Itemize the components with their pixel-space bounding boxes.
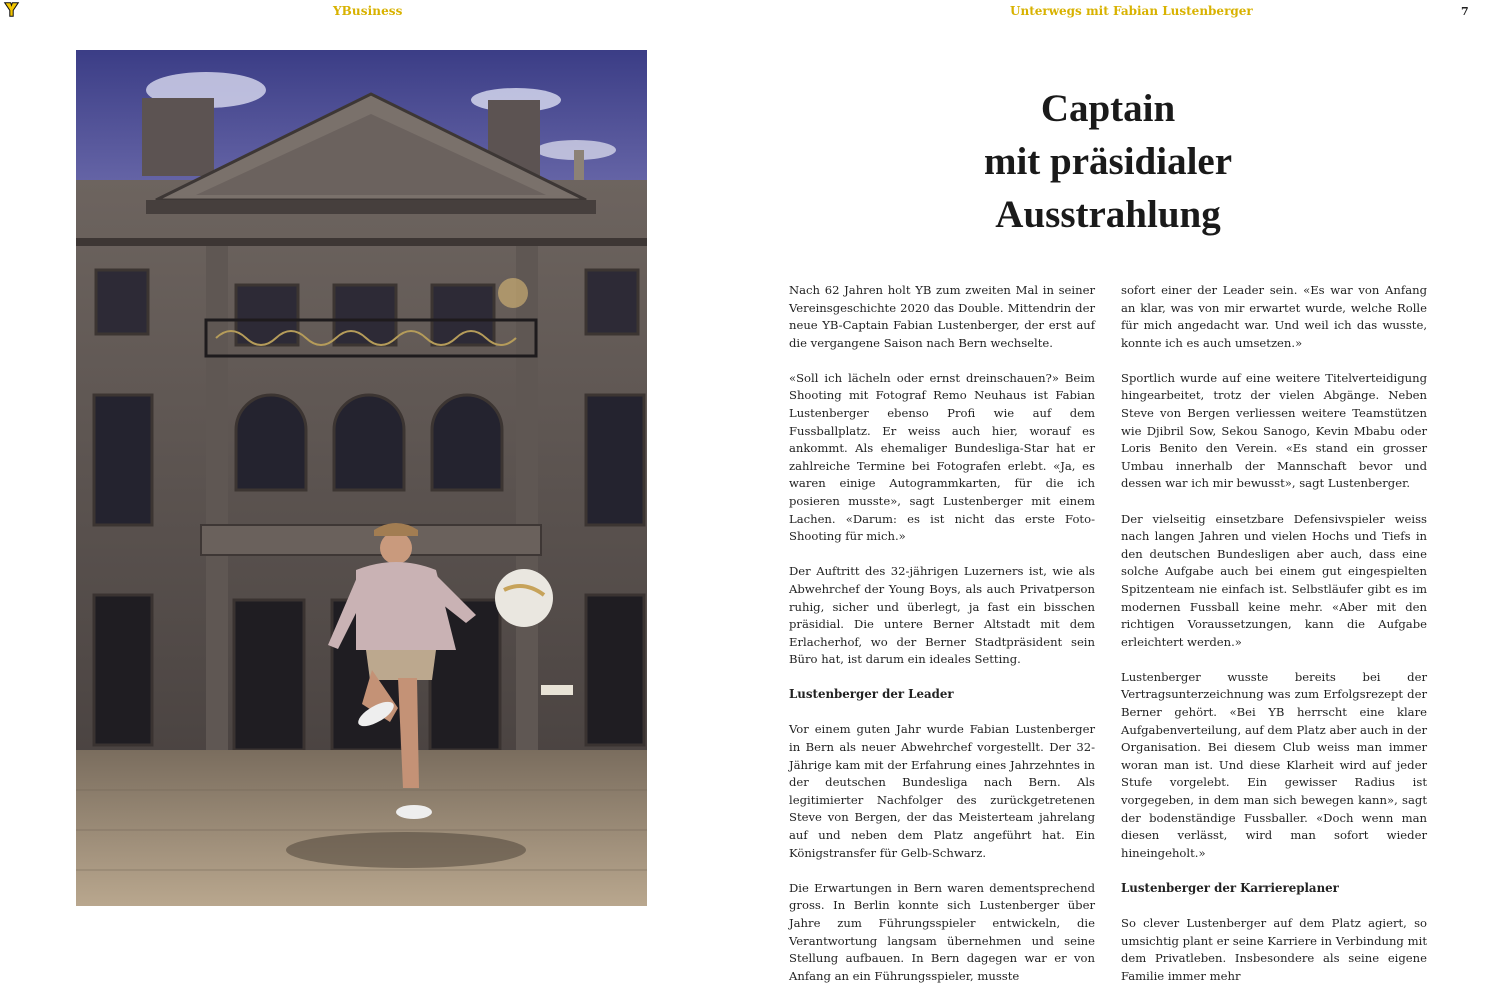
title-line: mit präsidialer xyxy=(983,140,1233,183)
title-line: Ausstrahlung xyxy=(995,193,1221,236)
paragraph: So clever Lustenberger auf dem Platz agiert, so umsichtig plant er seine Karriere in Verbindung mit dem Privatleben. Insbesondere als seine eigene Familie immer mehr xyxy=(1121,915,1427,983)
article-title xyxy=(900,82,1316,241)
section-label-right: Unterwegs mit Fabian Lustenberger xyxy=(1010,4,1253,18)
paragraph: Vor einem guten Jahr wurde Fabian Lustenberger in Bern als neuer Abwehrchef vorgestellt. Der 32-Jährige kam mit der Erfahrung eines Jahrzehntes in der deutschen Bundesliga nach Bern. Als legitimierter Nachfolger des zurückgetretenen Steve von Bergen, der das Meisterteam jahrelang auf und neben dem Platz angeführt hat. Ein Königstransfer für Gelb-Schwarz. xyxy=(789,722,1095,860)
paragraph: «Soll ich lächeln oder ernst dreinschauen?» Beim Shooting mit Fotograf Remo Neuhaus ist Fabian Lustenberger ebenso Profi wie auf dem Fussballplatz. Er weiss auch hier, worauf es ankommt. Als ehemaliger Bundesliga-Star hat er zahlreiche Termine bei Fotografen erlebt. «Ja, es waren einige Autogrammkarten, für die ich posieren musste», sagt Lustenberger mit einem Lachen. «Darum: es ist nicht das erste Foto-Shooting für mich.» xyxy=(789,370,1095,544)
article-column-left xyxy=(789,282,1095,1003)
subheading: Lustenberger der Leader xyxy=(789,687,954,702)
paragraph: Der Auftritt des 32-jährigen Luzerners ist, wie als Abwehrchef der Young Boys, als auch Privatperson ruhig, sicher und überlegt, ja fast ein bisschen präsidial. Die untere Berner Altstadt mit dem Erlacherhof, wo der Berner Stadtpräsident sein Büro hat, ist darum ein ideales Setting. xyxy=(789,564,1095,667)
paragraph: Nach 62 Jahren holt YB zum zweiten Mal in seiner Vereinsgeschichte 2020 das Double. Mittendrin der neue YB-Captain Fabian Lustenberger, der erst auf die vergangene Saison nach Bern wechselte. xyxy=(789,283,1095,350)
building-photo-illustration xyxy=(76,50,647,906)
article-photo xyxy=(76,50,647,906)
article-column-right xyxy=(1121,282,1427,1003)
page-number: 7 xyxy=(1461,5,1469,18)
paragraph: sofort einer der Leader sein. «Es war von Anfang an klar, was von mir erwartet wurde, welche Rolle für mich angedacht war. Und weil ich das wusste, konnte ich es auch umsetzen.» xyxy=(1121,283,1427,350)
paragraph: Der vielseitig einsetzbare Defensivspieler weiss nach langen Jahren und vielen Hochs und Tiefs in den deutschen Bundesligen aber auch, dass eine solche Aufgabe auch bei einem gut eingespielten Spitzenteam nie einfach ist. Selbstläufer gibt es im modernen Fussball keine mehr. «Aber mit den richtigen Voraussetzungen, kann die Aufgabe erleichtert werden.» xyxy=(1121,511,1427,649)
paragraph: Lustenberger wusste bereits bei der Vertragsunterzeichnung was zum Erfolgsrezept der Berner gehört. «Bei YB herrscht eine klare Aufgabenverteilung, auf dem Platz aber auch in der Organisation. Bei diesem Club weiss man immer woran man ist. Und diese Klarheit wird auf jeder Stufe vorgelebt. Ein gewisser Radius ist vorgegeben, in dem man sich bewegen kann», sagt der bodenständige Fussballer. «Doch wenn man diesen verlässt, wird man sofort wieder hineingeholt.» xyxy=(1121,669,1427,860)
paragraph: Die Erwartungen in Bern waren dementsprechend gross. In Berlin konnte sich Lustenberger über Jahre zum Führungsspieler entwickeln, die Verantwortung langsam übernehmen und seine Stellung aufbauen. In Bern dagegen war er von Anfang an ein Führungsspieler, musste xyxy=(789,880,1095,983)
section-label-left: YBusiness xyxy=(333,4,403,18)
yb-logo-icon xyxy=(3,1,20,18)
paragraph: Sportlich wurde auf eine weitere Titelverteidigung hingearbeitet, trotz der vielen Abgänge. Neben Steve von Bergen verliessen weitere Teamstützen wie Djibril Sow, Sekou Sanogo, Kevin Mbabu oder Loris Benito den Verein. «Es stand ein grosser Umbau innerhalb der Mannschaft bevor und dessen war ich mir bewusst», sagt Lustenberger. xyxy=(1121,370,1427,491)
subheading: Lustenberger der Karriereplaner xyxy=(1121,880,1339,895)
title-line: Captain xyxy=(1040,87,1176,130)
